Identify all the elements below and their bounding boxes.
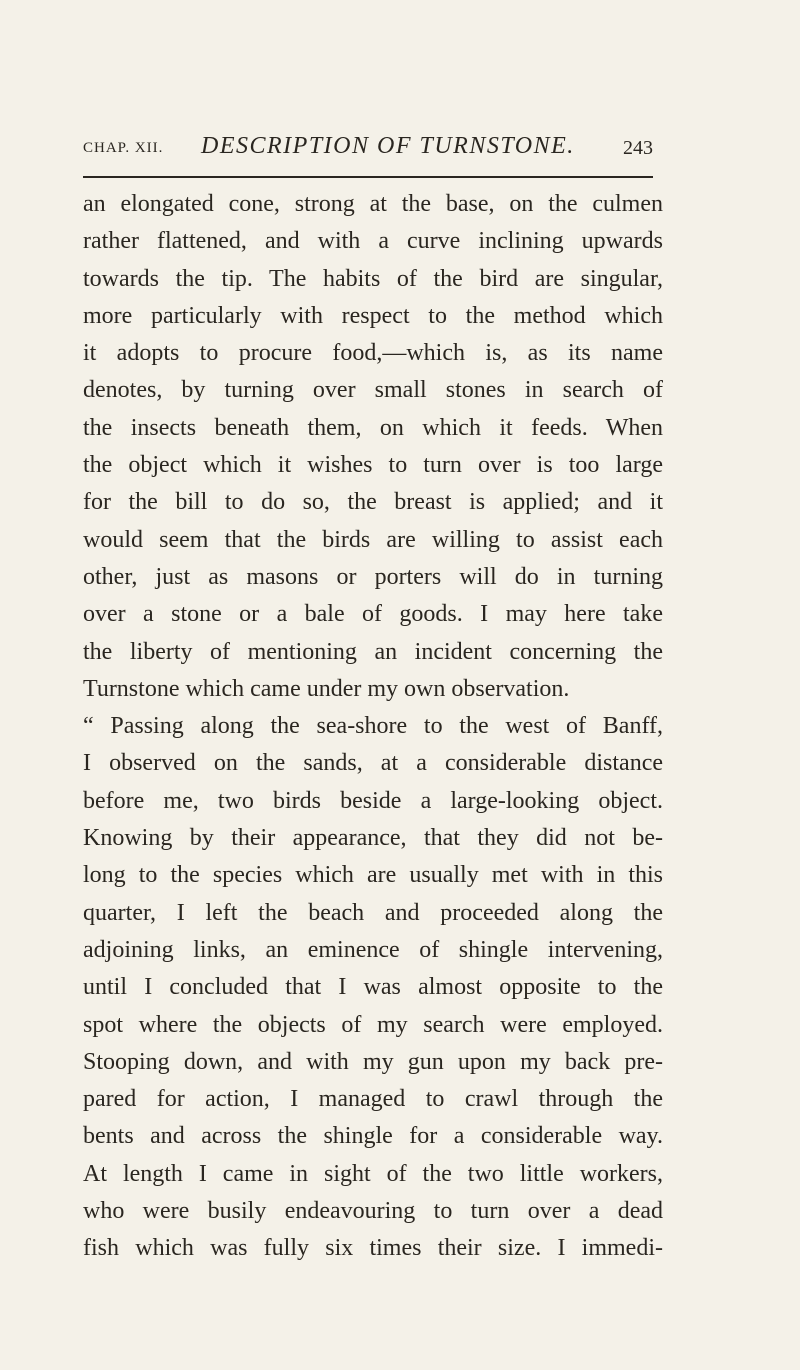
text-line: rather flattened, and with a curve inclining upwards	[83, 228, 663, 255]
text-line: who were busily endeavouring to turn over a dead	[83, 1198, 663, 1225]
text-line: fish which was fully six times their size. I immedi-	[83, 1235, 663, 1262]
text-line: At length I came in sight of the two little workers,	[83, 1160, 663, 1187]
header-rule	[83, 176, 653, 178]
text-line: spot where the objects of my search were employed.	[83, 1011, 663, 1038]
text-line: Turnstone which came under my own observation.	[83, 675, 570, 702]
text-line: an elongated cone, strong at the base, on the culmen	[83, 191, 663, 217]
text-line: the liberty of mentioning an incident concerning the	[83, 638, 663, 665]
chapter-label: CHAP. XII.	[83, 140, 164, 156]
text-line: the insects beneath them, on which it feeds. When	[83, 414, 663, 441]
text-line: I observed on the sands, at a considerable distance	[83, 750, 663, 777]
text-line: would seem that the birds are willing to assist each	[83, 526, 663, 553]
text-line: denotes, by turning over small stones in search of	[83, 377, 663, 404]
running-header	[83, 133, 653, 165]
text-line: pared for action, I managed to crawl through the	[83, 1086, 663, 1113]
text-line: long to the species which are usually met with in this	[83, 862, 663, 889]
text-line: Stooping down, and with my gun upon my back pre-	[83, 1048, 663, 1075]
text-line: until I concluded that I was almost opposite to the	[83, 974, 663, 1001]
text-line: Knowing by their appearance, that they did not be-	[83, 825, 663, 852]
text-line: the object which it wishes to turn over is too large	[83, 452, 663, 479]
text-line: over a stone or a bale of goods. I may here take	[83, 601, 663, 628]
body-text	[83, 186, 663, 1268]
text-line: “ Passing along the sea-shore to the west of Banff,	[83, 713, 663, 740]
text-line: bents and across the shingle for a considerable way.	[83, 1123, 663, 1150]
text-line: for the bill to do so, the breast is applied; and it	[83, 489, 663, 516]
page-number: 243	[623, 137, 653, 159]
text-line: adjoining links, an eminence of shingle intervening,	[83, 936, 663, 963]
text-line: quarter, I left the beach and proceeded along the	[83, 899, 663, 926]
text-line: towards the tip. The habits of the bird are singular,	[83, 265, 663, 292]
text-line: other, just as masons or porters will do in turning	[83, 563, 663, 590]
text-line: before me, two birds beside a large-looking object.	[83, 787, 663, 814]
text-line: it adopts to procure food,—which is, as its name	[83, 340, 663, 367]
running-title: DESCRIPTION OF TURNSTONE.	[201, 133, 575, 159]
text-line: more particularly with respect to the method which	[83, 302, 663, 329]
